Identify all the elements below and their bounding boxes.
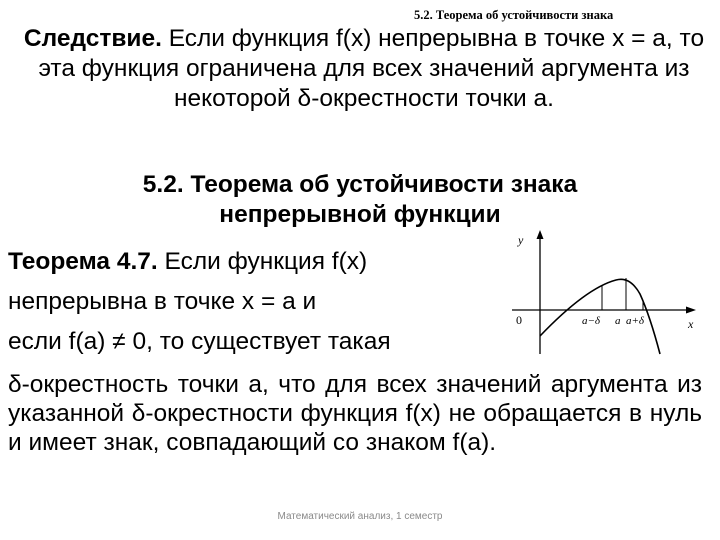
- tick-label-a-plus-delta: a+δ: [626, 315, 645, 327]
- theorem-lead: Теорема 4.7.: [8, 248, 158, 275]
- y-axis-label: y: [518, 233, 524, 247]
- x-axis-label: x: [688, 317, 694, 331]
- tick-label-a: a: [615, 315, 621, 327]
- function-graph-figure: [498, 228, 714, 360]
- y-axis-arrow-icon: [537, 230, 544, 239]
- corollary-text: Если функция f(x) непрерывна в точке x = a, то эта функция ограничена для всех значений аргумента из некоторой δ-окрестности точки a.: [38, 25, 705, 112]
- corollary-paragraph: [14, 24, 714, 114]
- theorem-line-1: [8, 242, 488, 282]
- theorem-line-1-text: Если функция f(x): [157, 248, 368, 275]
- footer-text: Математический анализ, 1 семестр: [277, 511, 443, 522]
- function-graph: [498, 228, 714, 360]
- corollary-lead: Следствие.: [23, 25, 162, 52]
- x-axis-arrow-icon: [686, 307, 696, 314]
- origin-label: 0: [516, 313, 522, 327]
- theorem-line-2: непрерывна в точке x = a и: [8, 288, 317, 315]
- tick-label-a-minus-delta: a−δ: [582, 315, 601, 327]
- section-heading: 5.2. Теорема об устойчивости знака непрерывной функции: [142, 171, 578, 228]
- header-title: 5.2. Теорема об устойчивости знака: [414, 8, 614, 22]
- theorem-conclusion: δ-окрестность точки a, что для всех значений аргумента из указанной δ-окрестности функция f(x) не обращается в нуль и имеет знак, совпадающий со знаком f(a).: [8, 371, 702, 456]
- theorem-line-3: если f(a) ≠ 0, то существует такая: [8, 328, 391, 355]
- theorem-statement: [8, 242, 488, 362]
